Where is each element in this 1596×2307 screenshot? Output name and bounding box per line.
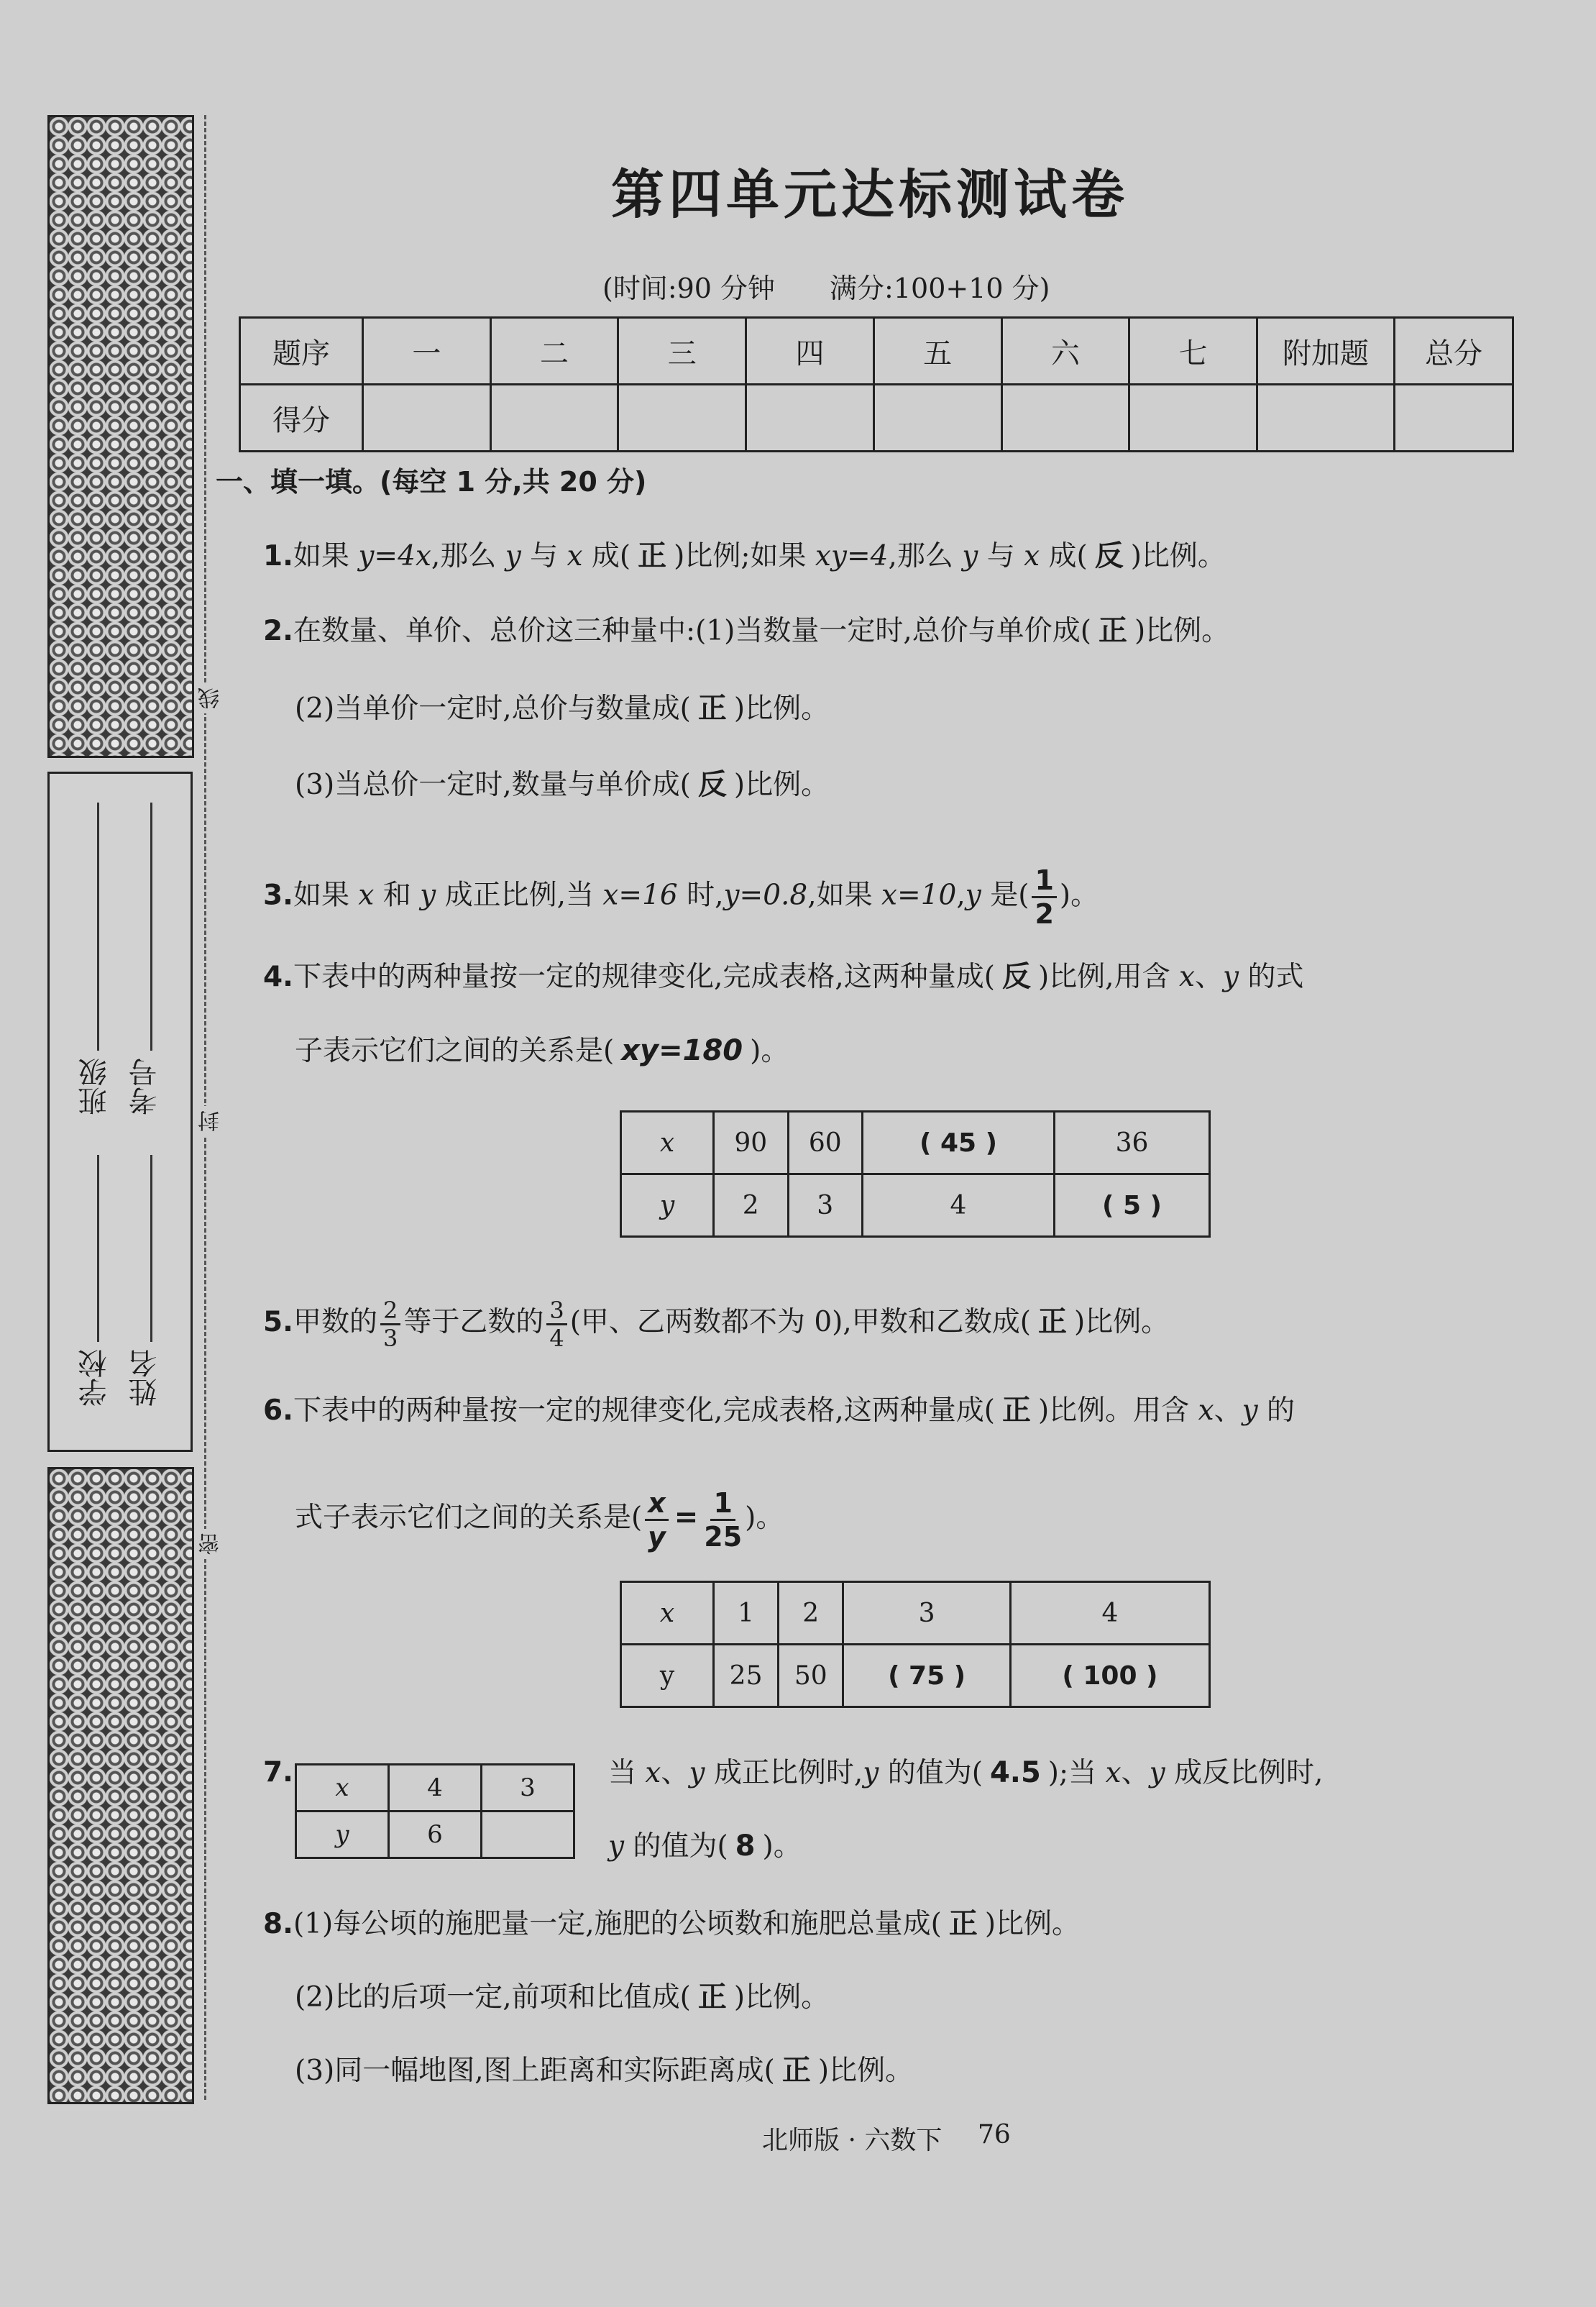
question-6-line-2: 式子表示它们之间的关系是( $\frac{x}{y}$ = $\frac{1}{25}$ )。 — [295, 1486, 784, 1553]
question-2: 2.在数量、单价、总价这三种量中:(1)当数量一定时,总价与单价成( 正 )比例。 — [263, 614, 1230, 647]
question-number: 8. — [263, 1908, 293, 1940]
question-4: 4.下表中的两种量按一定的规律变化,完成表格,这两种量成( 反 )比例,用含 x、y 的式 — [263, 960, 1304, 993]
score-cell[interactable] — [363, 385, 491, 452]
score-cell[interactable] — [1395, 385, 1513, 452]
school-label: 学校 — [78, 1349, 111, 1407]
table-q7 — [295, 1763, 575, 1859]
score-header-cell: 总分 — [1395, 318, 1513, 385]
score-table-header-row — [240, 318, 1513, 385]
answer-4-cell[interactable]: ( 5 ) — [1055, 1174, 1210, 1237]
score-header-cell: 六 — [1001, 318, 1129, 385]
score-cell[interactable] — [618, 385, 746, 452]
question-7-line-2: y 的值为( 8 )。 — [608, 1829, 802, 1863]
question-7-number: 7. — [263, 1756, 293, 1789]
answer-3-fraction[interactable]: $\frac{1}{2}$ — [1032, 864, 1056, 930]
score-row-label: 得分 — [240, 385, 363, 452]
answer-7b[interactable]: 8 — [735, 1829, 756, 1863]
answer-1a[interactable]: 正 — [638, 539, 667, 572]
footer-edition: 北师版 · 六数下 — [762, 2126, 943, 2155]
score-header-cell: 附加题 — [1257, 318, 1395, 385]
fraction: $\frac{3}{4}$ — [546, 1297, 567, 1351]
page-title: 第四单元达标测试卷 — [611, 164, 1129, 226]
exam-no-label: 考号 — [129, 1058, 162, 1115]
name-blank — [150, 1155, 152, 1342]
cut-label-fold: 密 — [196, 1529, 227, 1559]
answer-1b[interactable]: 反 — [1094, 539, 1124, 572]
score-cell[interactable] — [746, 385, 874, 452]
answer-6a[interactable]: 正 — [1001, 1394, 1031, 1427]
fraction: $\frac{2}{3}$ — [380, 1297, 400, 1351]
decorative-pattern-top — [47, 115, 194, 758]
score-cell[interactable] — [1257, 385, 1395, 452]
student-info-box — [47, 772, 193, 1452]
table-row: y 25 50 ( 75 ) ( 100 ) — [621, 1645, 1210, 1707]
question-8: 8.(1)每公顷的施肥量一定,施肥的公顷数和施肥总量成( 正 )比例。 — [263, 1907, 1081, 1940]
answer-4-cell[interactable]: ( 45 ) — [863, 1112, 1055, 1174]
answer-6b[interactable]: $\frac{x}{y}$ = $\frac{1}{25}$ — [642, 1502, 745, 1534]
name-label: 姓名 — [129, 1349, 162, 1407]
answer-8a[interactable]: 正 — [948, 1907, 978, 1940]
score-header-cell: 四 — [746, 318, 874, 385]
cut-label-line: 线 — [196, 683, 227, 713]
question-7: 当 x、y 成正比例时,y 的值为( 4.5 );当 x、y 成反比例时, — [608, 1756, 1324, 1789]
page-number: 76 — [978, 2120, 1011, 2150]
score-header-cell: 一 — [363, 318, 491, 385]
question-number: 6. — [263, 1394, 293, 1427]
answer-8b[interactable]: 正 — [697, 1981, 727, 2014]
table-row: x 90 60 ( 45 ) 36 — [621, 1112, 1210, 1174]
question-2-part-3: (3)当总价一定时,数量与单价成( 反 )比例。 — [295, 768, 830, 801]
section-heading: 一、填一填。(每空 1 分,共 20 分) — [216, 466, 647, 498]
score-header-cell: 五 — [873, 318, 1001, 385]
score-table-score-row — [240, 385, 1513, 452]
answer-4b[interactable]: xy=180 — [621, 1034, 743, 1067]
score-header-cell: 七 — [1129, 318, 1257, 385]
answer-6-cell[interactable]: ( 75 ) — [843, 1645, 1011, 1707]
answer-5[interactable]: 正 — [1037, 1305, 1067, 1338]
score-header-cell: 题序 — [240, 318, 363, 385]
table-row: x 4 3 — [296, 1765, 574, 1812]
score-table — [239, 316, 1514, 452]
score-cell[interactable] — [1129, 385, 1257, 452]
question-5: 5.甲数的 $\frac{2}{3}$ 等于乙数的 $\frac{3}{4}$ (甲、乙两数都不为 0),甲数和乙数成( 正 )比例。 — [263, 1296, 1170, 1352]
score-cell[interactable] — [1001, 385, 1129, 452]
answer-2a[interactable]: 正 — [1098, 614, 1127, 647]
exam-subtitle: (时间:90 分钟 满分:100+10 分) — [602, 273, 1050, 304]
answer-2b[interactable]: 正 — [697, 692, 727, 725]
answer-8c[interactable]: 正 — [781, 2054, 811, 2087]
question-2-part-2: (2)当单价一定时,总价与数量成( 正 )比例。 — [295, 692, 830, 725]
score-cell[interactable] — [873, 385, 1001, 452]
question-4-line-2: 子表示它们之间的关系是( xy=180 )。 — [295, 1034, 789, 1067]
class-blank — [97, 803, 99, 1051]
score-cell[interactable] — [490, 385, 618, 452]
question-6: 6.下表中的两种量按一定的规律变化,完成表格,这两种量成( 正 )比例。用含 x、y 的 — [263, 1394, 1295, 1427]
cut-label-seal: 封 — [196, 1106, 227, 1136]
question-number: 5. — [263, 1306, 293, 1338]
table-q6 — [620, 1581, 1211, 1708]
question-number: 3. — [263, 879, 293, 912]
question-8-part-3: (3)同一幅地图,图上距离和实际距离成( 正 )比例。 — [295, 2054, 914, 2087]
decorative-pattern-bottom — [47, 1467, 194, 2104]
class-label: 班级 — [78, 1058, 111, 1115]
score-header-cell: 三 — [618, 318, 746, 385]
table-row: y 6 — [296, 1812, 574, 1858]
answer-6-cell[interactable]: ( 100 ) — [1010, 1645, 1209, 1707]
question-number: 2. — [263, 615, 293, 647]
answer-4a[interactable]: 反 — [1001, 960, 1031, 993]
exam-no-blank — [150, 803, 152, 1051]
table-row: y 2 3 4 ( 5 ) — [621, 1174, 1210, 1237]
table-row: x 1 2 3 4 — [621, 1582, 1210, 1645]
question-3: 3.如果 x 和 y 成正比例,当 x=16 时,y=0.8,如果 x=10,y 是( $\frac{1}{2}$ )。 — [263, 864, 1099, 930]
question-number: 4. — [263, 961, 293, 993]
question-8-part-2: (2)比的后项一定,前项和比值成( 正 )比例。 — [295, 1981, 830, 2014]
table-q4 — [620, 1110, 1211, 1238]
question-1: 1.如果 y=4x,那么 y 与 x 成( 正 )比例;如果 xy=4,那么 y 与 x 成( 反 )比例。 — [263, 539, 1226, 572]
answer-2c[interactable]: 反 — [697, 768, 727, 801]
answer-7a[interactable]: 4.5 — [989, 1756, 1041, 1789]
question-number: 1. — [263, 540, 293, 572]
school-blank — [97, 1155, 99, 1342]
score-header-cell: 二 — [490, 318, 618, 385]
